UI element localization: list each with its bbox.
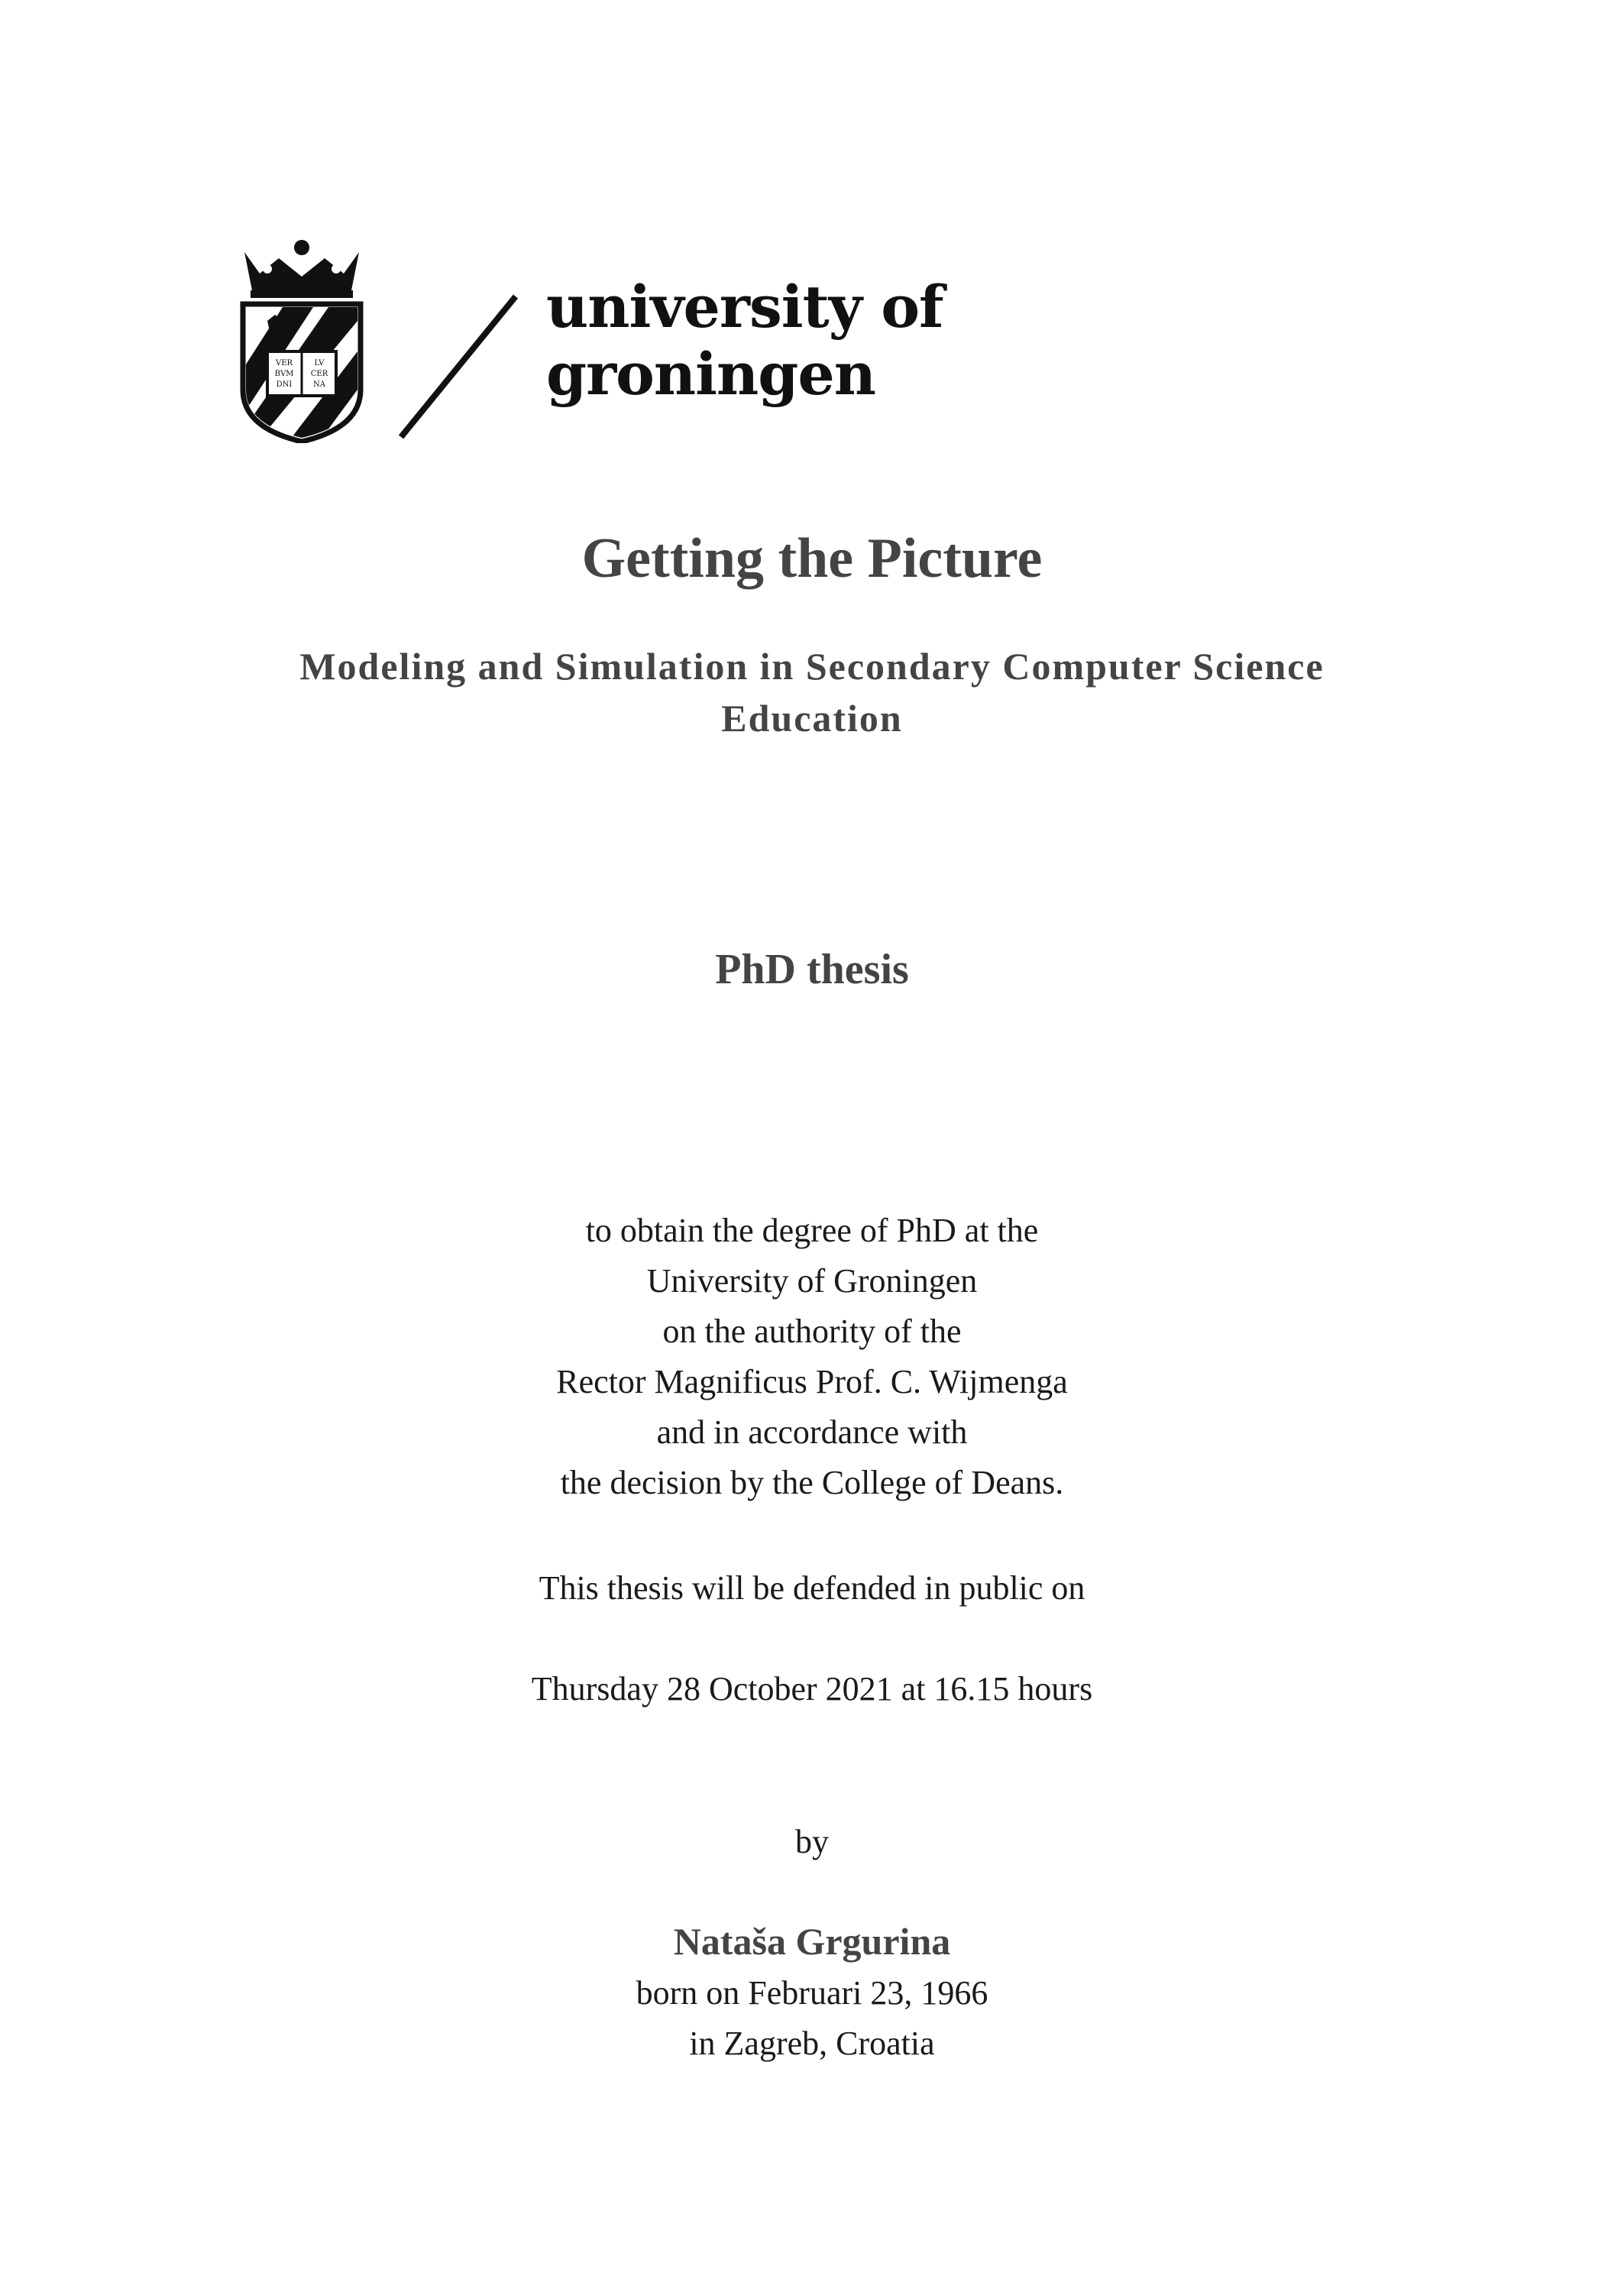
crest-book-text-right-1: LV (314, 359, 325, 367)
degree-statement-line: to obtain the degree of PhD at the (585, 1212, 1039, 1249)
degree-statement-line: the decision by the College of Deans. (560, 1464, 1064, 1501)
degree-statement-line: and in accordance with (656, 1413, 968, 1451)
crest-book-text-left-1: VER (275, 359, 293, 367)
wordmark-line-1: university of (546, 273, 943, 341)
university-logo (237, 237, 962, 443)
author-name: Nataša Grgurina (673, 1920, 951, 1963)
crest-book-text-left-3: DNI (276, 380, 293, 389)
defense-date: Thursday 28 October 2021 at 16.15 hours (531, 1670, 1093, 1708)
wordmark-line-2: groningen (546, 340, 876, 408)
defense-intro: This thesis will be defended in public on (539, 1569, 1085, 1607)
degree-statement-line: Rector Magnificus Prof. C. Wijmenga (556, 1363, 1068, 1400)
crest-book-text-right-3: NA (313, 380, 325, 389)
degree-statement (0, 1206, 1624, 1508)
degree-statement-line: University of Groningen (646, 1262, 978, 1300)
university-wordmark (546, 274, 943, 408)
author-birth-date: born on Februari 23, 1966 (636, 1974, 988, 2012)
thesis-subtitle: Modeling and Simulation in Secondary Computer Science Education (299, 645, 1325, 740)
university-crest-icon (237, 237, 367, 443)
author-birth-place: in Zagreb, Croatia (689, 2025, 935, 2062)
logo-slash-divider (390, 290, 527, 443)
crest-book-text-left-2: BVM (274, 370, 294, 378)
crest-book-text-right-2: CER (310, 370, 328, 378)
degree-statement-line: on the authority of the (662, 1313, 962, 1350)
by-line: by (795, 1823, 829, 1860)
thesis-type: PhD thesis (715, 946, 909, 993)
thesis-title: Getting the Picture (581, 527, 1043, 590)
